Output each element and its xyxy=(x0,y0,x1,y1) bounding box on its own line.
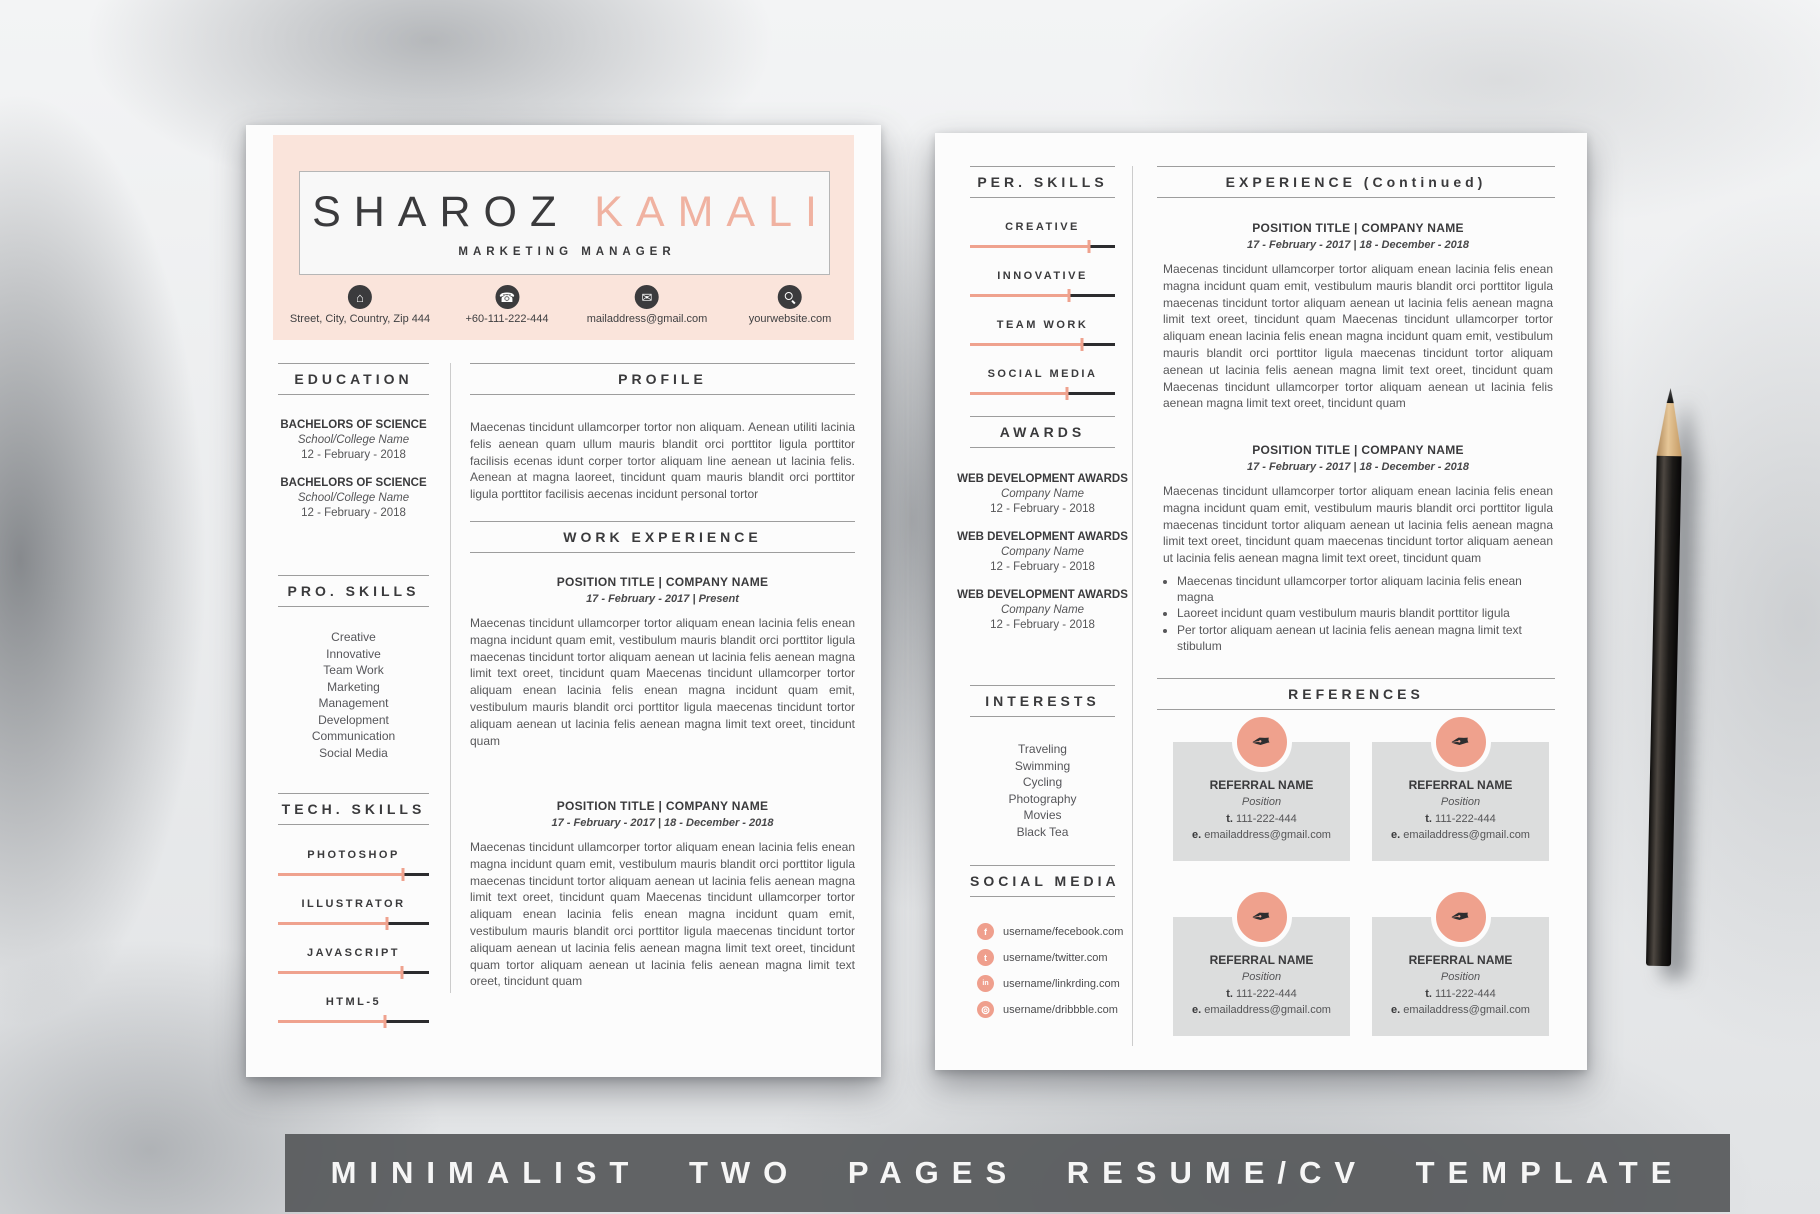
list-item: Black Tea xyxy=(1016,824,1069,839)
pencil-lead xyxy=(1667,388,1674,403)
job-body: Maecenas tincidunt ullamcorper tortor aliquam enean lacinia felis enean magna incidunt quam emit, vestibulum mauris blandit orci porttitor ligula maecenas tincidunt tortor aliquam aenean ut lacinia felis aenean magna limit text oreet, tincidunt quam maecenas tincidunt tortor aliquam aenean ut lacinia felis aenean magna limit text oreet, tincidunt quam xyxy=(1163,484,1553,566)
job-body: Maecenas tincidunt ullamcorper tortor aliquam enean lacinia felis enean magna incidunt quam emit, vestibulum mauris blandit orci porttitor ligula maecenas tincidunt tortor aliquam aenean ut lacinia felis aenean magna limit text oreet, tincidunt quam Maecenas tincidunt ullamcorper tortor aliquam enean lacinia felis enean magna incidunt quam emit, vestibulum mauris blandit orci porttitor ligula maecenas tincidunt tortor aliquam aenean ut lacinia felis aenean magna limit text oreet, tincidunt quam xyxy=(470,616,855,748)
section-title: PRO. SKILLS xyxy=(287,583,420,599)
section-pro-skills-header xyxy=(278,575,429,607)
contact-phone-label: +60-111-222-444 xyxy=(465,313,549,325)
list-item: Social Media xyxy=(319,745,388,760)
degree: BACHELORS OF SCIENCE xyxy=(280,477,427,489)
list-item: Innovative xyxy=(326,646,381,661)
list-item: Communication xyxy=(311,729,396,743)
dribbble-icon: ⊚ xyxy=(977,1001,994,1018)
last-name: KAMALI xyxy=(594,188,830,236)
job-body: Maecenas tincidunt ullamcorper tortor aliquam enean lacinia felis enean magna incidunt quam emit, vestibulum mauris blandit orci porttitor ligula maecenas tincidunt tortor aliquam aenean ut lacinia felis aenean magna limit text oreet, tincidunt quam Maecenas tincidunt ullamcorper tortor aliquam enean lacinia felis enean magna incidunt quam emit, vestibulum mauris blandit orci porttitor ligula maecenas tincidunt tortor aliquam aenean ut lacinia felis aenean magna limit text oreet, tincidunt quam Maecenas tincidunt ullamcorper tortor aliquam aenean ut lacinia felis aenean magna limit text oreet, tincidunt quam xyxy=(1163,262,1553,411)
email-label: e. xyxy=(1192,829,1202,841)
social-facebook xyxy=(977,923,1127,940)
contact-website-label: yourwebsite.com xyxy=(748,313,832,325)
referral-name: REFERRAL NAME xyxy=(1408,778,1513,792)
section-profile-header xyxy=(470,363,855,395)
section-title: EXPERIENCE (Continued) xyxy=(1225,174,1487,190)
referral-phone xyxy=(1378,813,1543,825)
skill-label: PHOTOSHOP xyxy=(307,849,400,861)
resume-page-2 xyxy=(935,133,1587,1070)
section-education-header xyxy=(278,363,429,395)
section-awards-header xyxy=(970,416,1115,448)
skill-slider xyxy=(970,289,1115,302)
skill-social-media xyxy=(970,368,1115,400)
search-icon xyxy=(778,285,802,309)
education-list xyxy=(278,419,429,535)
skill-label: TEAM WORK xyxy=(996,319,1089,331)
reference-card xyxy=(1372,727,1549,861)
award-title: WEB DEVELOPMENT AWARDS xyxy=(957,531,1128,543)
list-item: Movies xyxy=(1023,808,1062,822)
experience-job-2 xyxy=(1163,443,1553,654)
award-item xyxy=(957,473,1128,515)
contact-email xyxy=(587,285,708,325)
award-date: 12 - February - 2018 xyxy=(990,503,1095,515)
section-title: PER. SKILLS xyxy=(977,174,1108,190)
skill-photoshop xyxy=(278,849,429,881)
skill-team-work xyxy=(970,319,1115,351)
section-title: TECH. SKILLS xyxy=(281,801,426,817)
award-date: 12 - February - 2018 xyxy=(990,619,1095,631)
contact-row xyxy=(273,285,854,340)
section-title: INTERESTS xyxy=(985,693,1100,709)
quill-icon: ✒ xyxy=(1232,712,1292,772)
education-item xyxy=(278,419,429,461)
award-title: WEB DEVELOPMENT AWARDS xyxy=(957,589,1128,601)
skill-slider xyxy=(278,1015,429,1028)
list-item: Cycling xyxy=(1022,775,1063,789)
referral-email xyxy=(1378,829,1543,841)
section-title: REFERENCES xyxy=(1288,686,1424,702)
award-company: Company Name xyxy=(1000,546,1085,558)
facebook-icon: f xyxy=(977,923,994,940)
job-date: 17 - February - 2017 | 18 - December - 2018 xyxy=(1247,239,1469,251)
phone-label: t. xyxy=(1226,988,1233,1000)
contact-phone xyxy=(465,285,548,325)
award-date: 12 - February - 2018 xyxy=(990,561,1095,573)
referral-email xyxy=(1378,1004,1543,1016)
job-title: POSITION TITLE | COMPANY NAME xyxy=(556,799,769,813)
skill-creative xyxy=(970,221,1115,253)
phone-label: t. xyxy=(1425,988,1432,1000)
skill-slider xyxy=(278,917,429,930)
phone-icon: ☎ xyxy=(495,285,519,309)
reference-card xyxy=(1173,727,1350,861)
social-linkedin xyxy=(977,975,1127,992)
email-value: emailaddress@gmail.com xyxy=(1403,829,1530,841)
phone-label: t. xyxy=(1425,813,1432,825)
skill-label: JAVASCRIPT xyxy=(306,947,401,959)
job-title: POSITION TITLE | COMPANY NAME xyxy=(1252,443,1464,457)
skill-slider xyxy=(970,387,1115,400)
section-title: EDUCATION xyxy=(294,371,413,387)
phone-value: 111-222-444 xyxy=(1435,988,1496,1000)
degree: BACHELORS OF SCIENCE xyxy=(280,419,427,431)
school: School/College Name xyxy=(297,492,410,504)
email-value: emailaddress@gmail.com xyxy=(1204,1004,1331,1016)
phone-value: 111-222-444 xyxy=(1435,813,1496,825)
skill-innovative xyxy=(970,270,1115,302)
reference-card xyxy=(1173,902,1350,1036)
section-title: PROFILE xyxy=(618,371,707,387)
section-interests-header xyxy=(970,685,1115,717)
social-handle: username/fecebook.com xyxy=(1003,925,1124,938)
award-company: Company Name xyxy=(1000,488,1085,500)
section-per-skills-header xyxy=(970,166,1115,198)
referral-name: REFERRAL NAME xyxy=(1408,953,1513,967)
skill-label: HTML-5 xyxy=(325,996,382,1008)
email-value: emailaddress@gmail.com xyxy=(1403,1004,1530,1016)
pencil-body xyxy=(1646,456,1682,966)
referral-position: Position xyxy=(1440,796,1481,808)
section-social-media-header xyxy=(970,865,1120,897)
section-title: WORK EXPERIENCE xyxy=(563,529,762,545)
experience-job-1 xyxy=(1163,221,1553,412)
work-job-2 xyxy=(470,799,855,990)
pro-skills-list xyxy=(278,629,429,761)
skill-javascript xyxy=(278,947,429,979)
list-item: Development xyxy=(318,712,389,727)
award-company: Company Name xyxy=(1000,604,1085,616)
contact-website xyxy=(749,285,832,325)
referral-position: Position xyxy=(1241,971,1282,983)
social-dribbble xyxy=(977,1001,1127,1018)
section-title: AWARDS xyxy=(999,424,1086,440)
column-divider xyxy=(450,363,451,993)
list-item: Team Work xyxy=(323,663,384,677)
skill-html5 xyxy=(278,996,429,1028)
first-name: SHAROZ xyxy=(312,188,570,236)
phone-value: 111-222-444 xyxy=(1236,988,1297,1000)
work-job-1 xyxy=(470,575,855,749)
phone-value: 111-222-444 xyxy=(1236,813,1297,825)
twitter-icon: t xyxy=(977,949,994,966)
section-tech-skills-header xyxy=(278,793,429,825)
person-name xyxy=(312,188,830,237)
home-icon: ⌂ xyxy=(348,285,372,309)
bullet-item: • Per tortor aliquam aenean ut lacinia felis aenean magna limit text stibulum xyxy=(1177,622,1553,654)
job-title: POSITION TITLE | COMPANY NAME xyxy=(1252,221,1464,235)
job-bullets xyxy=(1177,573,1553,654)
job-date: 17 - February - 2017 | 18 - December - 2018 xyxy=(551,817,774,829)
social-handle: username/dribbble.com xyxy=(1003,1003,1118,1016)
list-item: Marketing xyxy=(327,679,380,694)
job-date: 17 - February - 2017 | 18 - December - 2018 xyxy=(1247,461,1469,473)
phone-label: t. xyxy=(1226,813,1233,825)
section-title: SOCIAL MEDIA xyxy=(970,873,1120,889)
tech-skills-list xyxy=(278,849,429,1045)
skill-slider xyxy=(970,338,1115,351)
contact-email-label: mailaddress@gmail.com xyxy=(586,313,708,325)
email-label: e. xyxy=(1192,1004,1202,1016)
skill-label: INNOVATIVE xyxy=(997,270,1088,282)
bullet-item: • Laoreet incidunt quam vestibulum mauris blandit porttitor ligula xyxy=(1177,605,1553,621)
caption-banner xyxy=(285,1134,1730,1212)
referral-position: Position xyxy=(1241,796,1282,808)
date: 12 - February - 2018 xyxy=(301,449,406,461)
list-item: Swimming xyxy=(1014,758,1071,773)
email-value: emailaddress@gmail.com xyxy=(1204,829,1331,841)
education-item xyxy=(278,477,429,519)
email-label: e. xyxy=(1391,1004,1401,1016)
referral-phone xyxy=(1378,988,1543,1000)
section-references-header xyxy=(1157,678,1555,710)
date: 12 - February - 2018 xyxy=(301,507,406,519)
list-item: Management xyxy=(318,696,389,710)
pencil xyxy=(1646,388,1683,966)
referral-name: REFERRAL NAME xyxy=(1209,953,1314,967)
referral-email xyxy=(1179,829,1344,841)
per-skills-list xyxy=(970,221,1115,417)
resume-page-1 xyxy=(246,125,881,1077)
skill-label: CREATIVE xyxy=(1005,221,1080,233)
list-item: Creative xyxy=(331,630,376,644)
name-box xyxy=(299,171,830,275)
social-media-list xyxy=(977,923,1127,1027)
referral-phone xyxy=(1179,813,1344,825)
job-date: 17 - February - 2017 | Present xyxy=(586,593,739,605)
skill-label: SOCIAL MEDIA xyxy=(987,368,1098,380)
email-label: e. xyxy=(1391,829,1401,841)
column-divider xyxy=(1132,166,1133,1046)
reference-card xyxy=(1372,902,1549,1036)
header-band xyxy=(273,135,854,340)
social-handle: username/linkrding.com xyxy=(1003,977,1120,990)
quill-icon: ✒ xyxy=(1431,887,1491,947)
caption-text: MINIMALIST TWO PAGES RESUME/CV TEMPLATE xyxy=(330,1155,1685,1190)
section-experience-header xyxy=(1157,166,1555,198)
skill-illustrator xyxy=(278,898,429,930)
pencil-wood-tip xyxy=(1657,403,1683,457)
award-title: WEB DEVELOPMENT AWARDS xyxy=(957,473,1128,485)
mail-icon: ✉ xyxy=(635,285,659,309)
linkedin-icon: in xyxy=(977,975,994,992)
bullet-item: • Maecenas tincidunt ullamcorper tortor aliquam lacinia felis enean magna xyxy=(1177,573,1553,605)
quill-icon: ✒ xyxy=(1232,887,1292,947)
award-item xyxy=(957,531,1128,573)
interests-list xyxy=(970,741,1115,840)
contact-address xyxy=(290,285,430,325)
referral-email xyxy=(1179,1004,1344,1016)
referral-phone xyxy=(1179,988,1344,1000)
skill-label: ILLUSTRATOR xyxy=(301,898,406,910)
list-item: Traveling xyxy=(1018,742,1067,756)
skill-slider xyxy=(278,868,429,881)
section-work-experience-header xyxy=(470,521,855,553)
profile-text: Maecenas tincidunt ullamcorper tortor non aliquam. Aenean utiliti lacinia felis aenean quam ullum mauris blandit orci porttitor ligula porttitor facilisis ecenas idunt corper tortor aliquam line aenean ut lacinia felis. Aenean at magna laoreet, tincidunt quam mauris blandit orci porttitor ligula porttitor facilisis aecenas incidunt personal tortor xyxy=(470,420,855,502)
social-handle: username/twitter.com xyxy=(1003,951,1108,964)
referral-position: Position xyxy=(1440,971,1481,983)
skill-slider xyxy=(278,966,429,979)
references-grid xyxy=(1173,727,1549,1036)
school: School/College Name xyxy=(297,434,410,446)
job-title: MARKETING MANAGER xyxy=(458,246,676,258)
referral-name: REFERRAL NAME xyxy=(1209,778,1314,792)
job-title: POSITION TITLE | COMPANY NAME xyxy=(556,575,769,589)
quill-icon: ✒ xyxy=(1431,712,1491,772)
awards-list xyxy=(957,473,1128,647)
contact-address-label: Street, City, Country, Zip 444 xyxy=(289,313,431,325)
list-item: Photography xyxy=(1008,791,1077,806)
social-twitter xyxy=(977,949,1127,966)
award-item xyxy=(957,589,1128,631)
skill-slider xyxy=(970,240,1115,253)
job-body: Maecenas tincidunt ullamcorper tortor aliquam enean lacinia felis enean magna incidunt quam emit, vestibulum mauris blandit orci porttitor ligula maecenas tincidunt tortor aliquam aenean ut lacinia felis aenean magna limit text oreet, tincidunt quam Maecenas tincidunt ullamcorper tortor aliquam enean lacinia felis enean magna incidunt quam emit, vestibulum mauris blandit orci porttitor ligula maecenas tincidunt tortor aliquam aenean ut lacinia felis aenean magna limit text oreet, tincidunt quam tortor aliquam aenean ut lacinia felis aenean magna limit text oreet, tincidunt quam xyxy=(470,840,855,989)
